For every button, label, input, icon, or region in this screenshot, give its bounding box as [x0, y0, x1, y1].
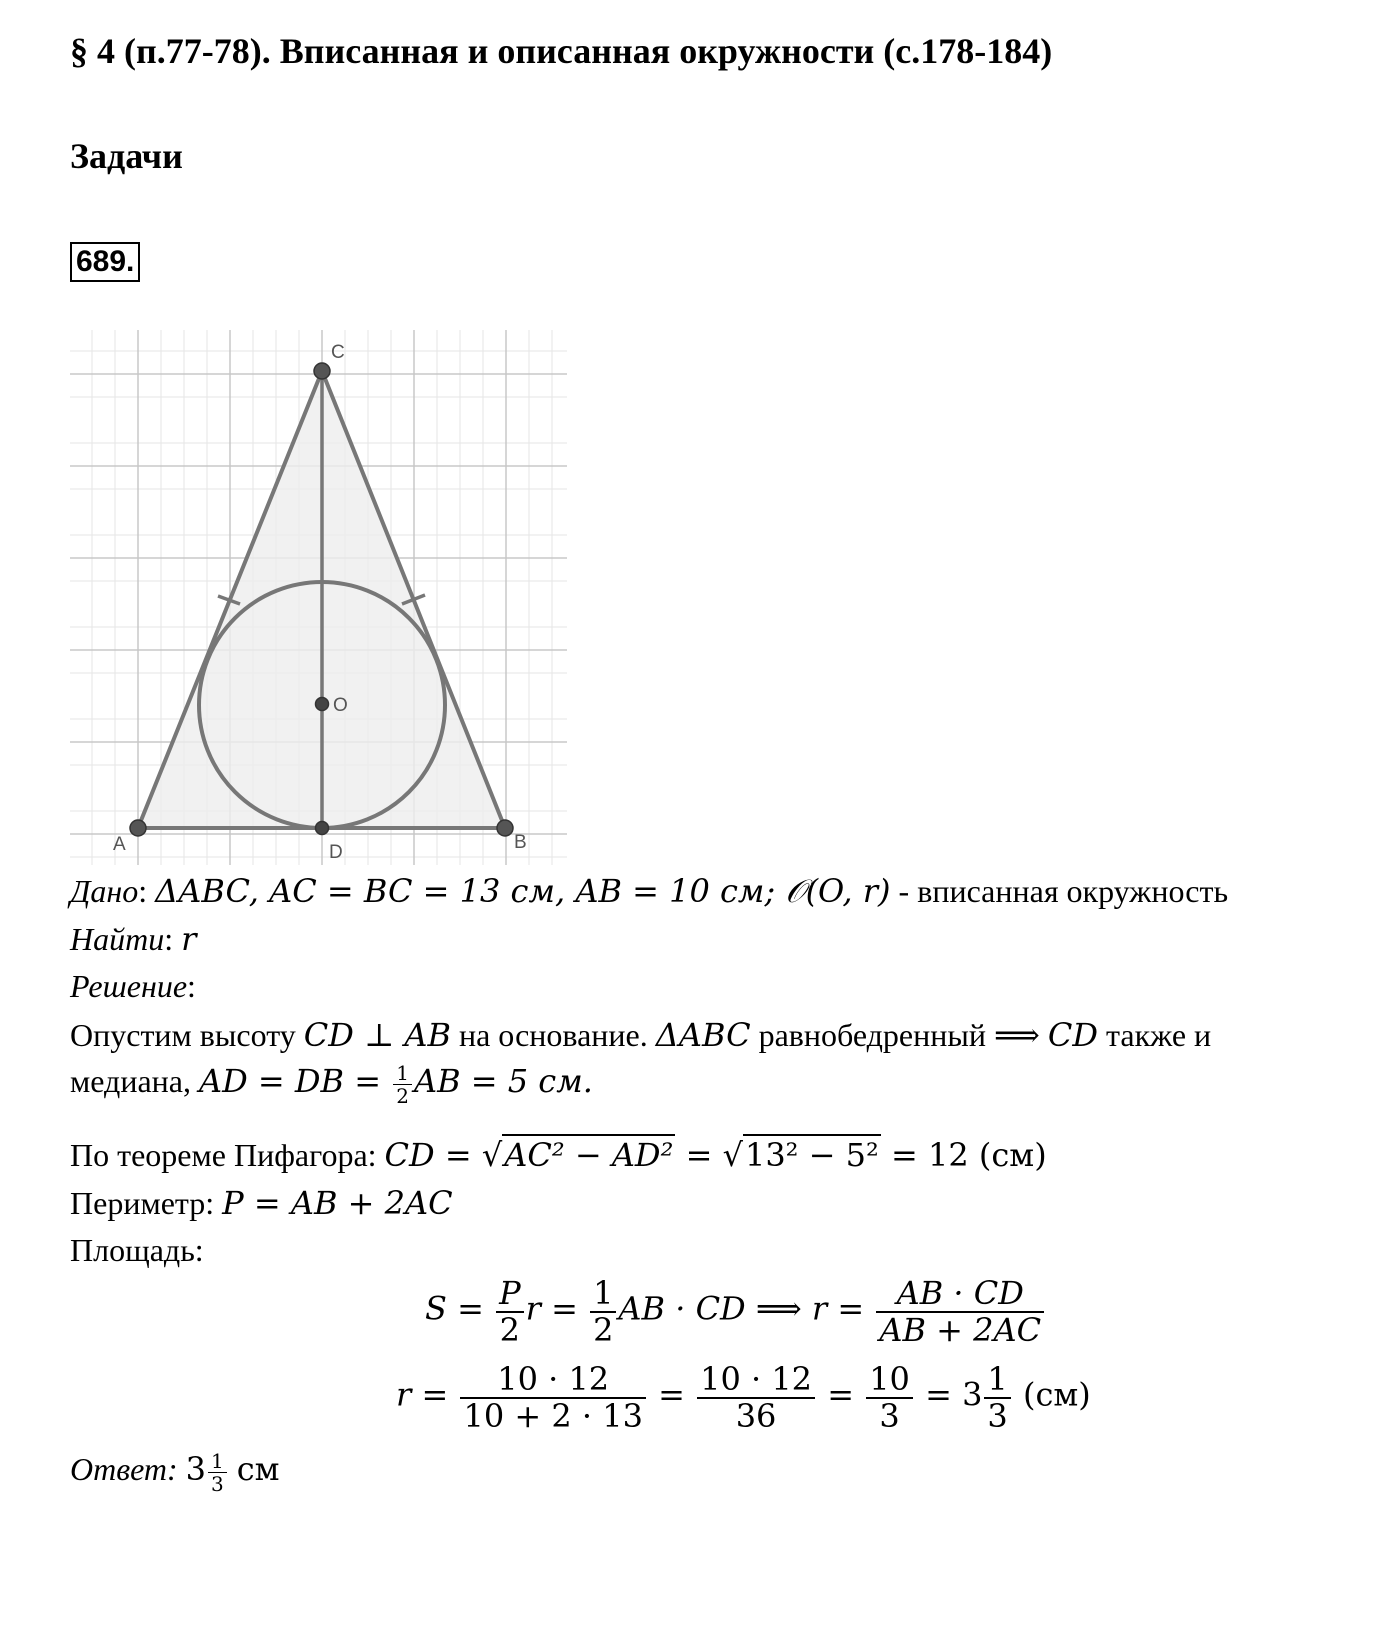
section-subtitle: Задачи [70, 136, 183, 176]
fraction [866, 1362, 913, 1434]
fraction [984, 1362, 1010, 1434]
point-d [316, 822, 329, 835]
area-label-line [70, 1232, 204, 1269]
fraction-half [393, 1062, 412, 1107]
sqrt-expression-1: √AC² − AD² [481, 1136, 674, 1174]
fraction-numerator: P [496, 1276, 524, 1313]
find-label: Найти [70, 921, 165, 957]
answer-unit: см [236, 1450, 280, 1488]
math-segment: = 12 (см) [880, 1136, 1047, 1174]
text-segment: на основание. [450, 1017, 656, 1053]
label-c: C [331, 342, 345, 363]
problem-number: 689. [70, 242, 140, 282]
math-segment: ΔABC [655, 1016, 751, 1054]
perimeter-label: Периметр: [70, 1185, 223, 1221]
math-segment: AB = 5 см. [413, 1062, 593, 1100]
text-segment: равнобедренный ⟹ [750, 1017, 1048, 1053]
math-segment: = [817, 1375, 865, 1414]
perimeter-formula: P = AB + 2AC [222, 1184, 453, 1222]
math-segment: CD [1047, 1016, 1099, 1054]
area-formula [425, 1276, 1046, 1348]
fraction-numerator: 1 [208, 1450, 227, 1473]
fraction-denominator: 36 [735, 1397, 777, 1436]
math-segment: CD = [384, 1136, 482, 1174]
point-b [497, 820, 513, 836]
math-segment: (см) [1012, 1375, 1091, 1414]
math-segment: AB · CD ⟹ r = [618, 1289, 875, 1328]
label-d: D [329, 842, 343, 863]
label-o: O [333, 695, 348, 716]
math-segment: = [647, 1375, 696, 1414]
solution-label: Решение [70, 968, 188, 1004]
find-math: r [181, 920, 197, 958]
fraction [876, 1276, 1044, 1348]
fraction-numerator: 10 [866, 1362, 913, 1399]
given-line: Дано: ΔABC, AC = BC = 13 см, AB = 10 см; 𝒪(O, r) - вписанная окружность [70, 872, 1229, 910]
text-segment: Опустим высоту [70, 1017, 304, 1053]
fraction-denominator: 3 [211, 1472, 224, 1497]
radicand: 13² − 5² [744, 1136, 879, 1174]
answer-whole: 3 [185, 1450, 207, 1488]
fraction-denominator: 10 + 2 · 13 [463, 1397, 643, 1436]
math-segment: CD ⊥ AB [303, 1016, 451, 1054]
fraction-denominator: AB + 2AC [879, 1311, 1042, 1350]
fraction-numerator: 1 [590, 1276, 616, 1313]
answer-label: Ответ: [70, 1451, 178, 1487]
fraction-numerator: 1 [393, 1062, 412, 1085]
solution-line-1 [70, 1016, 1211, 1054]
math-segment: = [675, 1136, 723, 1174]
pythagoras-line [70, 1136, 1047, 1174]
solution-line-2 [70, 1062, 593, 1107]
sqrt-expression-2: √13² − 5² [722, 1136, 879, 1174]
fraction [460, 1362, 645, 1434]
pythagoras-label: По теореме Пифагора: [70, 1137, 385, 1173]
point-o [316, 698, 329, 711]
area-label: Площадь: [70, 1232, 204, 1268]
given-math: ΔABC, AC = BC = 13 см, AB = 10 см; 𝒪(O, r) [155, 872, 891, 910]
radius-formula [396, 1362, 1091, 1434]
fraction-denominator: 2 [396, 1084, 409, 1109]
math-segment: r = [525, 1289, 589, 1328]
answer-fraction [208, 1450, 227, 1495]
fraction-denominator: 3 [879, 1397, 900, 1436]
given-label: Дано [70, 873, 139, 909]
find-line: Найти: r [70, 920, 197, 958]
fraction [496, 1276, 524, 1348]
fraction-numerator: 10 · 12 [460, 1362, 645, 1399]
label-b: B [514, 832, 527, 853]
text-segment: также и [1098, 1017, 1212, 1053]
math-segment: = 3 [914, 1375, 983, 1414]
fraction-numerator: 1 [984, 1362, 1010, 1399]
point-a [130, 820, 146, 836]
math-segment: S = [425, 1289, 495, 1328]
fraction-denominator: 2 [499, 1311, 521, 1350]
perimeter-line [70, 1184, 453, 1222]
fraction [697, 1362, 815, 1434]
page-title: § 4 (п.77-78). Вписанная и описанная окружности (с.178-184) [70, 31, 1053, 71]
solution-label-line: Решение: [70, 968, 196, 1004]
geometry-figure [70, 330, 570, 870]
text-segment: медиана, [70, 1063, 199, 1099]
radicand: AC² − AD² [504, 1136, 674, 1174]
math-segment: r = [396, 1375, 459, 1414]
label-a: A [113, 834, 126, 855]
fraction [590, 1276, 616, 1348]
point-c [314, 363, 330, 379]
answer-line [70, 1450, 280, 1495]
fraction-numerator: 10 · 12 [697, 1362, 815, 1399]
fraction-numerator: AB · CD [876, 1276, 1044, 1313]
fraction-denominator: 2 [593, 1311, 614, 1350]
given-text: - вписанная окружность [890, 873, 1229, 909]
math-segment: AD = DB = [198, 1062, 392, 1100]
fraction-denominator: 3 [987, 1397, 1008, 1436]
